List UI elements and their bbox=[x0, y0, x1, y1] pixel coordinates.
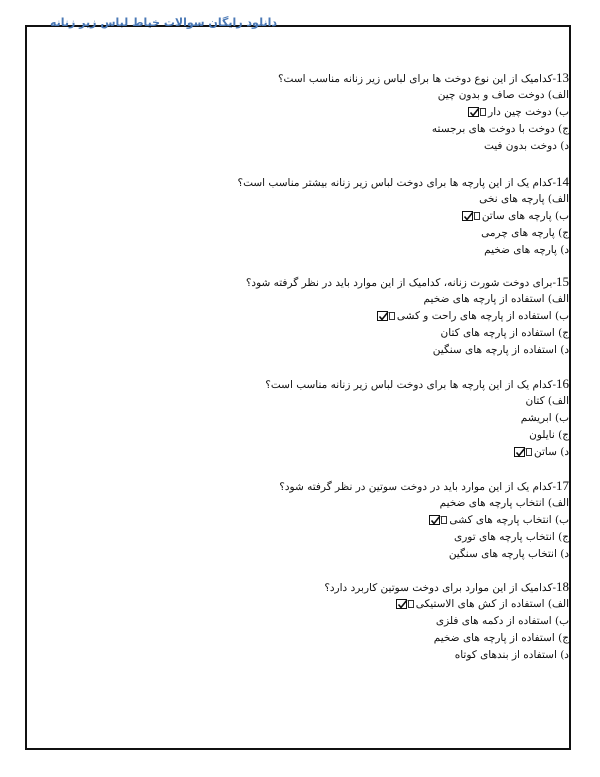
answer-option-label: د) ساتن bbox=[533, 446, 569, 458]
checked-box-icon bbox=[377, 311, 388, 321]
answer-option-label: ب) پارچه های ساتن bbox=[481, 210, 569, 222]
answer-option-label: د) دوخت بدون فیت bbox=[483, 140, 569, 152]
answer-option bbox=[265, 393, 569, 410]
question-label: -کدامیک از این نوع دوخت ها برای لباس زیر زنانه مناسب است؟ bbox=[277, 73, 556, 85]
answer-option-label: د) استفاده از پارچه های سنگین bbox=[432, 344, 569, 356]
question-block bbox=[279, 478, 569, 563]
answer-option bbox=[278, 104, 569, 121]
answer-option bbox=[265, 427, 569, 444]
answer-option bbox=[238, 191, 570, 208]
question-text bbox=[265, 376, 569, 393]
answer-option-label: ب) استفاده از دکمه های فلزی bbox=[435, 615, 569, 627]
answer-option-label: د) انتخاب پارچه های سنگین bbox=[448, 548, 569, 560]
answer-option-label: الف) دوخت صاف و بدون چین bbox=[437, 89, 569, 101]
answer-option-label: ج) پارچه های چرمی bbox=[481, 227, 569, 239]
answer-option bbox=[324, 613, 569, 630]
answer-option-label: الف) استفاده از کش های الاستیکی bbox=[415, 598, 569, 610]
question-text bbox=[279, 478, 569, 495]
question-label: -کدام یک از این پارچه ها برای دوخت لباس زیر زنانه بیشتر مناسب است؟ bbox=[237, 177, 556, 189]
answer-option bbox=[324, 596, 569, 613]
correct-answer-marker bbox=[377, 311, 395, 321]
answer-option-label: ب) دوخت چین دار bbox=[488, 106, 569, 118]
answer-option-label: ب) ابریشم bbox=[520, 412, 569, 424]
answer-option-label: ب) استفاده از پارچه های راحت و کشی bbox=[396, 310, 569, 322]
correct-answer-marker bbox=[396, 599, 414, 609]
answer-option bbox=[246, 308, 569, 325]
question-number: 17 bbox=[556, 478, 569, 493]
answer-option bbox=[324, 630, 569, 647]
question-label: -کدام یک از این موارد باید در دوخت سوتین در نظر گرفته شود؟ bbox=[279, 481, 556, 493]
question-block bbox=[246, 274, 569, 359]
answer-option-label: ج) استفاده از پارچه های ضخیم bbox=[433, 632, 569, 644]
correct-answer-marker bbox=[468, 107, 486, 117]
answer-option-label: ج) انتخاب پارچه های توری bbox=[454, 531, 569, 543]
question-block bbox=[278, 70, 569, 155]
answer-option-label: الف) کتان bbox=[525, 395, 569, 407]
answer-option bbox=[238, 225, 570, 242]
answer-option-label: د) استفاده از بندهای کوتاه bbox=[454, 649, 569, 661]
answer-option bbox=[278, 87, 569, 104]
checked-box-icon bbox=[462, 211, 473, 221]
question-block bbox=[238, 174, 570, 259]
question-text bbox=[324, 579, 569, 596]
checked-box-icon bbox=[429, 515, 440, 525]
empty-box-icon bbox=[474, 212, 480, 220]
answer-option bbox=[246, 342, 569, 359]
answer-option bbox=[246, 325, 569, 342]
answer-option bbox=[265, 410, 569, 427]
checked-box-icon bbox=[396, 599, 407, 609]
answer-option bbox=[246, 291, 569, 308]
answer-option bbox=[279, 529, 569, 546]
correct-answer-marker bbox=[429, 515, 447, 525]
empty-box-icon bbox=[526, 448, 532, 456]
question-text bbox=[278, 70, 569, 87]
answer-option bbox=[238, 208, 570, 225]
page-title: دانلود رایگان سوالات خیاط لباس زیر زنانه bbox=[49, 16, 277, 29]
answer-option-label: الف) استفاده از پارچه های ضخیم bbox=[423, 293, 569, 305]
question-number: 18 bbox=[556, 579, 569, 594]
correct-answer-marker bbox=[462, 211, 480, 221]
answer-option-label: الف) پارچه های نخی bbox=[479, 193, 569, 205]
answer-option-label: ج) استفاده از پارچه های کتان bbox=[440, 327, 569, 339]
answer-option bbox=[279, 546, 569, 563]
question-text bbox=[246, 274, 569, 291]
correct-answer-marker bbox=[514, 447, 532, 457]
answer-option-label: ج) دوخت با دوخت های برجسته bbox=[431, 123, 569, 135]
answer-option bbox=[278, 138, 569, 155]
question-text bbox=[238, 174, 570, 191]
answer-option bbox=[279, 495, 569, 512]
empty-box-icon bbox=[480, 108, 486, 116]
answer-option bbox=[238, 242, 570, 259]
answer-option bbox=[324, 647, 569, 664]
answer-option-label: د) پارچه های ضخیم bbox=[484, 244, 569, 256]
question-block bbox=[324, 579, 569, 664]
answer-option-label: الف) انتخاب پارچه های ضخیم bbox=[439, 497, 569, 509]
checked-box-icon bbox=[514, 447, 525, 457]
question-number: 16 bbox=[556, 376, 569, 391]
answer-option bbox=[265, 444, 569, 461]
question-label: -کدام یک از این پارچه ها برای دوخت لباس زیر زنانه مناسب است؟ bbox=[265, 379, 556, 391]
empty-box-icon bbox=[408, 600, 414, 608]
question-number: 15 bbox=[556, 274, 569, 289]
question-label: -کدامیک از این موارد برای دوخت سوتین کاربرد دارد؟ bbox=[324, 582, 556, 594]
question-number: 14 bbox=[556, 174, 569, 189]
checked-box-icon bbox=[468, 107, 479, 117]
question-block bbox=[265, 376, 569, 461]
answer-option bbox=[279, 512, 569, 529]
question-label: -برای دوخت شورت زنانه، کدامیک از این موارد باید در نظر گرفته شود؟ bbox=[245, 277, 556, 289]
empty-box-icon bbox=[389, 312, 395, 320]
empty-box-icon bbox=[441, 516, 447, 524]
answer-option-label: ج) نایلون bbox=[529, 429, 569, 441]
answer-option-label: ب) انتخاب پارچه های کشی bbox=[449, 514, 569, 526]
answer-option bbox=[278, 121, 569, 138]
question-number: 13 bbox=[556, 70, 569, 85]
